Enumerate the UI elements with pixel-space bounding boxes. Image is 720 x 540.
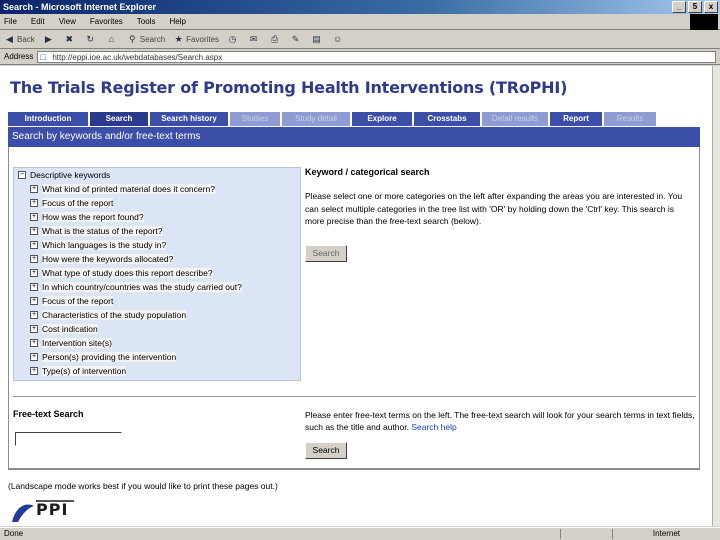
tab-study-detail: Study detail xyxy=(282,112,350,126)
forward-arrow-icon: ▶ xyxy=(44,34,52,44)
tree-item[interactable] xyxy=(30,226,162,236)
history-icon: ◷ xyxy=(228,34,237,44)
mail-button[interactable] xyxy=(248,34,261,45)
tree-item-label: How were the keywords allocated? xyxy=(42,254,174,264)
messenger-icon: ☺ xyxy=(332,34,343,44)
browser-toolbar xyxy=(0,31,720,49)
refresh-icon: ↻ xyxy=(86,34,95,44)
messenger-button[interactable] xyxy=(332,34,345,45)
tab-detail-results: Detail results xyxy=(482,112,548,126)
menu-edit[interactable]: Edit xyxy=(30,17,45,26)
tree-item[interactable] xyxy=(30,240,166,250)
tree-root[interactable] xyxy=(18,170,110,180)
collapse-icon[interactable]: − xyxy=(19,171,25,178)
section-header: Search by keywords and/or free-text terms xyxy=(8,127,700,147)
address-label: Address xyxy=(4,52,34,61)
expand-icon[interactable]: + xyxy=(31,325,37,332)
tab-report[interactable]: Report xyxy=(550,112,602,126)
menu-tools[interactable]: Tools xyxy=(136,17,156,26)
status-bar xyxy=(0,527,720,540)
favorites-button[interactable] xyxy=(173,34,219,45)
freetext-search-button[interactable]: Search xyxy=(305,442,347,459)
freetext-heading: Free-text Search xyxy=(13,409,84,419)
search-icon: ⚲ xyxy=(129,34,136,44)
window-controls xyxy=(672,1,718,13)
home-button[interactable] xyxy=(106,34,119,45)
status-separator xyxy=(612,529,613,539)
expand-icon[interactable]: + xyxy=(31,367,37,374)
keyword-tree[interactable] xyxy=(13,167,301,381)
tree-item[interactable] xyxy=(30,212,144,222)
expand-icon[interactable]: + xyxy=(31,185,37,192)
address-bar xyxy=(0,49,720,65)
tab-bar xyxy=(8,112,700,126)
mail-icon: ✉ xyxy=(249,34,258,44)
keyword-search-heading: Keyword / categorical search xyxy=(305,167,430,177)
tree-item[interactable] xyxy=(30,324,98,334)
discuss-icon: ▤ xyxy=(312,34,321,44)
keyword-search-button[interactable]: Search xyxy=(305,245,347,262)
tab-search[interactable]: Search xyxy=(90,112,148,126)
freetext-instructions-text: Please enter free-text terms on the left. The free-text search will look for your search terms in text fields, such as the title and author. xyxy=(305,410,695,432)
search-toolbar-button[interactable] xyxy=(127,34,165,45)
discuss-button[interactable] xyxy=(311,34,324,45)
close-button[interactable]: x xyxy=(704,1,718,13)
tree-item[interactable] xyxy=(30,254,173,264)
tree-item[interactable] xyxy=(30,268,213,278)
tree-item-label: Cost indication xyxy=(42,324,98,334)
tab-crosstabs[interactable]: Crosstabs xyxy=(414,112,480,126)
expand-icon[interactable]: + xyxy=(31,199,37,206)
tab-introduction[interactable]: Introduction xyxy=(8,112,88,126)
tree-item-label: What kind of printed material does it concern? xyxy=(42,184,215,194)
expand-icon[interactable]: + xyxy=(31,297,37,304)
stop-icon: ✖ xyxy=(65,34,74,44)
tree-root-label: Descriptive keywords xyxy=(30,170,111,180)
tree-item-label: Focus of the report xyxy=(42,296,114,306)
menu-file[interactable]: File xyxy=(4,17,17,26)
landscape-note: (Landscape mode works best if you would like to print these pages out.) xyxy=(8,481,278,491)
tree-item[interactable] xyxy=(30,198,113,208)
section-divider xyxy=(13,396,696,397)
stop-button[interactable] xyxy=(64,34,77,45)
page-title: The Trials Register of Promoting Health Interventions (TRoPHI) xyxy=(10,78,568,97)
address-input[interactable]: □ http://eppi.ioe.ac.uk/webdatabases/Search.aspx xyxy=(37,51,716,63)
print-button[interactable] xyxy=(269,34,282,45)
tree-item[interactable] xyxy=(30,282,242,292)
tree-item-label: Person(s) providing the intervention xyxy=(42,352,177,362)
expand-icon[interactable]: + xyxy=(31,283,37,290)
favorites-star-icon: ★ xyxy=(174,34,183,44)
tree-item-label: What is the status of the report? xyxy=(42,226,163,236)
expand-icon[interactable]: + xyxy=(31,311,37,318)
menu-help[interactable]: Help xyxy=(169,17,186,26)
refresh-button[interactable] xyxy=(85,34,98,45)
expand-icon[interactable]: + xyxy=(31,213,37,220)
history-button[interactable] xyxy=(227,34,240,45)
back-button[interactable] xyxy=(4,34,35,45)
maximize-button[interactable]: 5 xyxy=(688,1,702,13)
tree-item-label: Characteristics of the study population xyxy=(42,310,187,320)
tree-item-label: Which languages is the study in? xyxy=(42,240,167,250)
tree-item-label: What type of study does this report describe? xyxy=(42,268,213,278)
tree-item-label: Focus of the report xyxy=(42,198,114,208)
minimize-button[interactable]: _ xyxy=(672,1,686,13)
edit-icon: ✎ xyxy=(291,34,300,44)
window-titlebar xyxy=(0,0,720,14)
menu-favorites[interactable]: Favorites xyxy=(89,17,123,26)
windows-logo-icon xyxy=(690,14,718,30)
expand-icon[interactable]: + xyxy=(31,269,37,276)
keyword-search-instructions: Please select one or more categories on the left after expanding the areas you are interested in. You can select multiple categories in the tree list with 'OR' by holding down the 'Ctrl' key. This search is more precise than the free-text search (below). xyxy=(305,191,683,226)
tree-item-label: How was the report found? xyxy=(42,212,144,222)
back-arrow-icon: ◀ xyxy=(6,34,13,44)
tree-item[interactable] xyxy=(30,296,113,306)
status-separator xyxy=(560,529,561,539)
tree-item[interactable] xyxy=(30,310,186,320)
home-icon: ⌂ xyxy=(108,34,115,44)
eppi-logo-text: PPI xyxy=(36,500,69,519)
tab-search-history[interactable]: Search history xyxy=(150,112,228,126)
search-label: Search xyxy=(139,35,166,44)
expand-icon[interactable]: + xyxy=(31,255,37,262)
status-text: Done xyxy=(4,529,24,538)
forward-button[interactable] xyxy=(43,34,56,45)
menu-bar xyxy=(0,14,720,30)
freetext-panel xyxy=(8,400,700,470)
tab-results: Results xyxy=(604,112,656,126)
search-help-link[interactable]: Search help xyxy=(411,422,457,432)
tree-item[interactable] xyxy=(30,352,176,362)
tab-studies: Studies xyxy=(230,112,280,126)
window-title: Search - Microsoft Internet Explorer xyxy=(3,2,157,12)
edit-button[interactable] xyxy=(290,34,303,45)
print-icon: ⎙ xyxy=(270,34,279,44)
vertical-scrollbar[interactable] xyxy=(712,66,720,526)
page-content xyxy=(0,66,712,526)
tree-item[interactable] xyxy=(30,366,126,376)
expand-icon[interactable]: + xyxy=(31,241,37,248)
tree-item[interactable] xyxy=(30,184,215,194)
expand-icon[interactable]: + xyxy=(31,339,37,346)
tree-item-label: Type(s) of intervention xyxy=(42,366,127,376)
tree-item-label: In which country/countries was the study carried out? xyxy=(42,282,242,292)
favorites-label: Favorites xyxy=(186,35,220,44)
expand-icon[interactable]: + xyxy=(31,353,37,360)
tab-explore[interactable]: Explore xyxy=(352,112,412,126)
expand-icon[interactable]: + xyxy=(31,227,37,234)
tree-item[interactable] xyxy=(30,338,112,348)
status-zone: Internet xyxy=(652,529,680,538)
menu-view[interactable]: View xyxy=(58,17,76,26)
back-label: Back xyxy=(17,35,35,44)
tree-item-label: Intervention site(s) xyxy=(42,338,112,348)
